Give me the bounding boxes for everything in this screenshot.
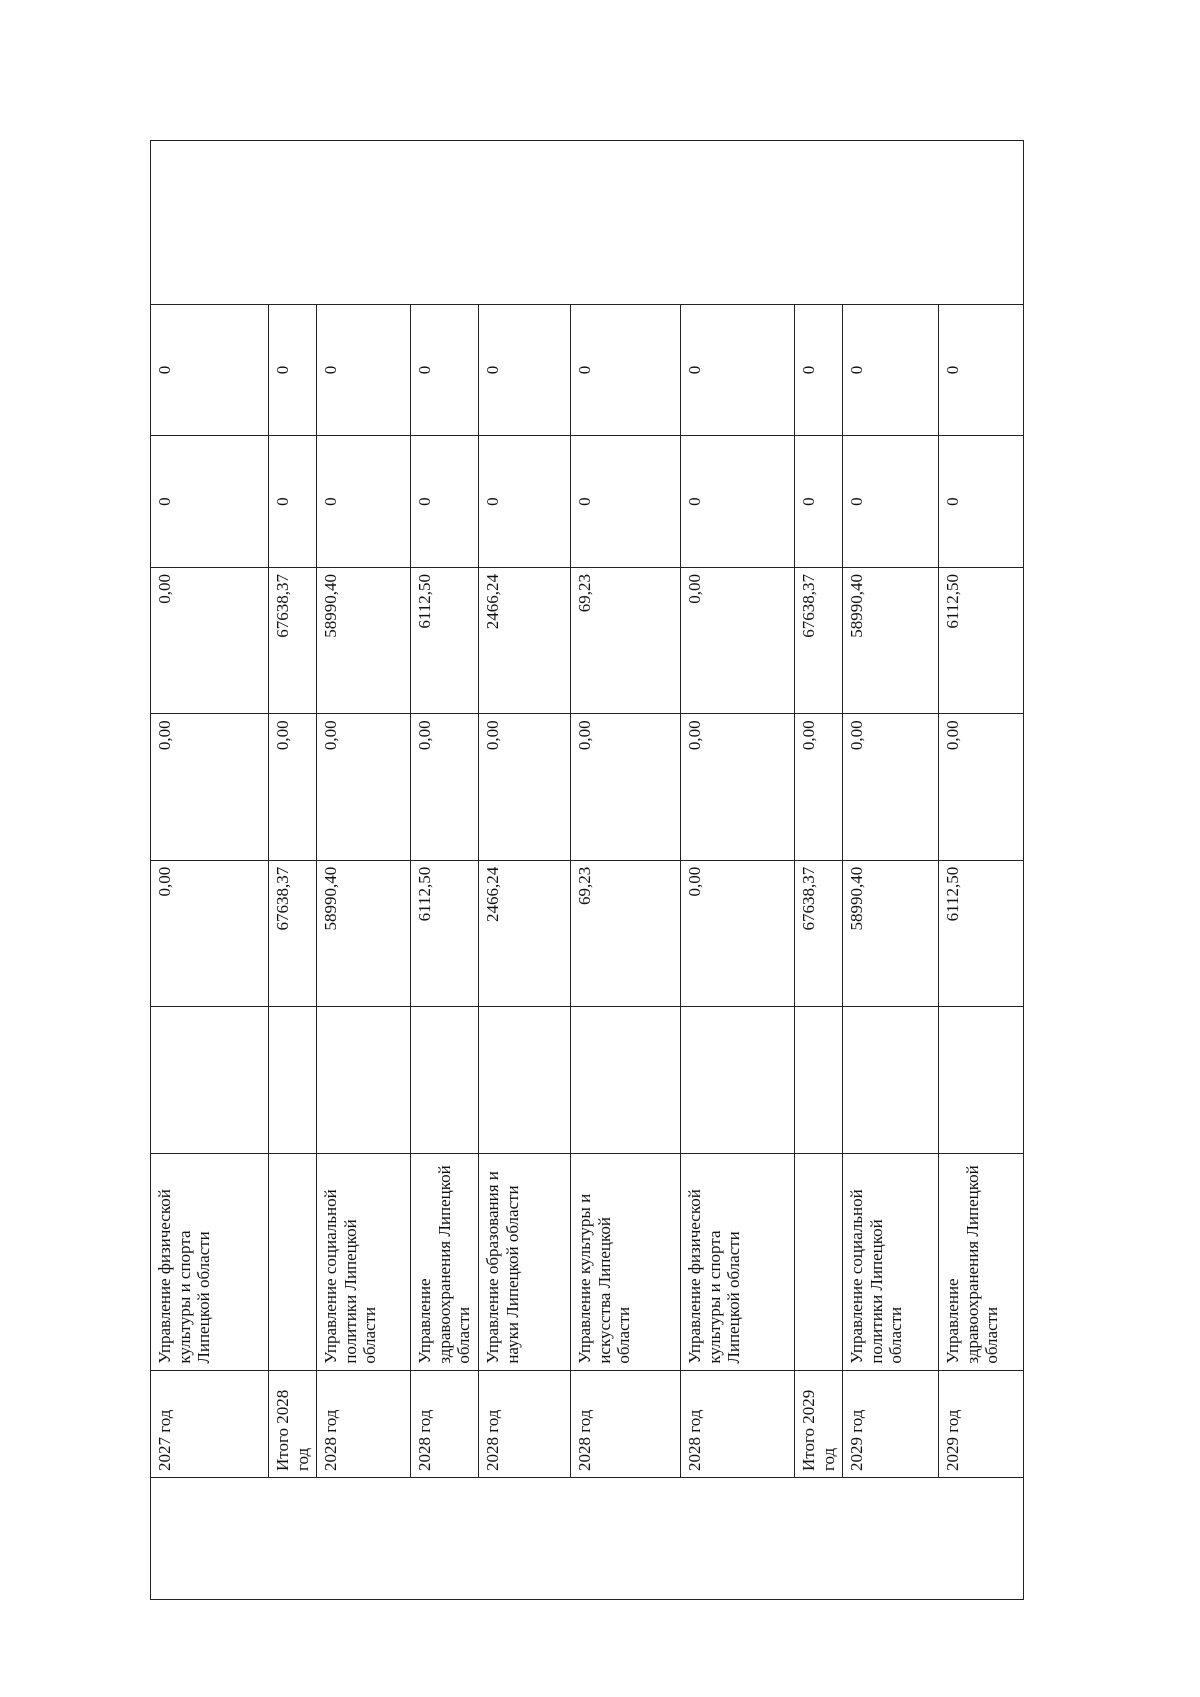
year-cell: 2028 год — [479, 1370, 571, 1477]
value-cell: 0,00 — [151, 714, 269, 860]
zero-cell: 0 — [317, 304, 411, 436]
blank-cell — [571, 1007, 681, 1153]
zero-cell: 0 — [269, 436, 317, 568]
zero-cell: 0 — [681, 436, 795, 568]
org-cell: Управление социальной политики Липецкой области — [843, 1153, 939, 1370]
table-row — [939, 141, 1024, 1600]
rotated-table-sheet — [150, 140, 1020, 1600]
value-cell: 0,00 — [479, 714, 571, 860]
zero-cell: 0 — [151, 304, 269, 436]
blank-cell — [479, 1007, 571, 1153]
table-row — [269, 141, 317, 1600]
table-row — [571, 141, 681, 1600]
value-cell: 0,00 — [795, 714, 843, 860]
zero-cell: 0 — [939, 436, 1024, 568]
value-cell: 0,00 — [317, 714, 411, 860]
value-cell: 6112,50 — [939, 860, 1024, 1006]
year-cell: 2028 год — [571, 1370, 681, 1477]
value-cell: 0,00 — [411, 714, 479, 860]
value-cell: 0,00 — [681, 714, 795, 860]
year-cell: 2027 год — [151, 1370, 269, 1477]
year-cell: 2028 год — [681, 1370, 795, 1477]
value-cell: 69,23 — [571, 860, 681, 1006]
lead-cell — [151, 1478, 1024, 1600]
org-cell: Управление физической культуры и спорта Липецкой области — [681, 1153, 795, 1370]
org-cell — [269, 1153, 317, 1370]
zero-cell: 0 — [269, 304, 317, 436]
zero-cell: 0 — [479, 304, 571, 436]
value-cell: 0,00 — [843, 714, 939, 860]
table-row — [795, 141, 843, 1600]
table-row — [411, 141, 479, 1600]
table-row — [681, 141, 795, 1600]
value-cell: 0,00 — [269, 714, 317, 860]
org-cell: Управление здравоохранения Липецкой области — [411, 1153, 479, 1370]
value-cell: 6112,50 — [411, 568, 479, 714]
org-cell: Управление социальной политики Липецкой области — [317, 1153, 411, 1370]
zero-cell: 0 — [151, 436, 269, 568]
value-cell: 58990,40 — [317, 568, 411, 714]
table-row — [479, 141, 571, 1600]
year-cell: 2028 год — [317, 1370, 411, 1477]
value-cell: 0,00 — [571, 714, 681, 860]
value-cell: 58990,40 — [843, 860, 939, 1006]
org-cell: Управление образования и науки Липецкой области — [479, 1153, 571, 1370]
value-cell: 2466,24 — [479, 568, 571, 714]
value-cell: 0,00 — [681, 568, 795, 714]
value-cell: 0,00 — [151, 860, 269, 1006]
zero-cell: 0 — [411, 436, 479, 568]
org-cell: Управление здравоохранения Липецкой области — [939, 1153, 1024, 1370]
value-cell: 2466,24 — [479, 860, 571, 1006]
tail-cell — [151, 141, 1024, 305]
year-cell: Итого 2029 год — [795, 1370, 843, 1477]
year-cell: 2028 год — [411, 1370, 479, 1477]
blank-cell — [411, 1007, 479, 1153]
value-cell: 67638,37 — [795, 860, 843, 1006]
zero-cell: 0 — [411, 304, 479, 436]
value-cell: 69,23 — [571, 568, 681, 714]
year-cell: 2029 год — [939, 1370, 1024, 1477]
blank-cell — [269, 1007, 317, 1153]
zero-cell: 0 — [681, 304, 795, 436]
value-cell: 67638,37 — [269, 860, 317, 1006]
blank-cell — [843, 1007, 939, 1153]
zero-cell: 0 — [571, 304, 681, 436]
value-cell: 6112,50 — [411, 860, 479, 1006]
zero-cell: 0 — [795, 304, 843, 436]
value-cell: 0,00 — [939, 714, 1024, 860]
blank-cell — [317, 1007, 411, 1153]
blank-cell — [681, 1007, 795, 1153]
table-row — [843, 141, 939, 1600]
table-row — [151, 141, 269, 1600]
budget-table — [150, 140, 1024, 1600]
blank-cell — [939, 1007, 1024, 1153]
zero-cell: 0 — [843, 436, 939, 568]
value-cell: 6112,50 — [939, 568, 1024, 714]
zero-cell: 0 — [939, 304, 1024, 436]
value-cell: 67638,37 — [795, 568, 843, 714]
table-row — [317, 141, 411, 1600]
year-cell: 2029 год — [843, 1370, 939, 1477]
org-cell: Управление физической культуры и спорта Липецкой области — [151, 1153, 269, 1370]
value-cell: 67638,37 — [269, 568, 317, 714]
zero-cell: 0 — [479, 436, 571, 568]
value-cell: 58990,40 — [843, 568, 939, 714]
value-cell: 0,00 — [151, 568, 269, 714]
year-cell: Итого 2028 год — [269, 1370, 317, 1477]
blank-cell — [151, 1007, 269, 1153]
zero-cell: 0 — [317, 436, 411, 568]
org-cell: Управление культуры и искусства Липецкой области — [571, 1153, 681, 1370]
value-cell: 0,00 — [681, 860, 795, 1006]
value-cell: 58990,40 — [317, 860, 411, 1006]
zero-cell: 0 — [571, 436, 681, 568]
zero-cell: 0 — [843, 304, 939, 436]
org-cell — [795, 1153, 843, 1370]
blank-cell — [795, 1007, 843, 1153]
zero-cell: 0 — [795, 436, 843, 568]
